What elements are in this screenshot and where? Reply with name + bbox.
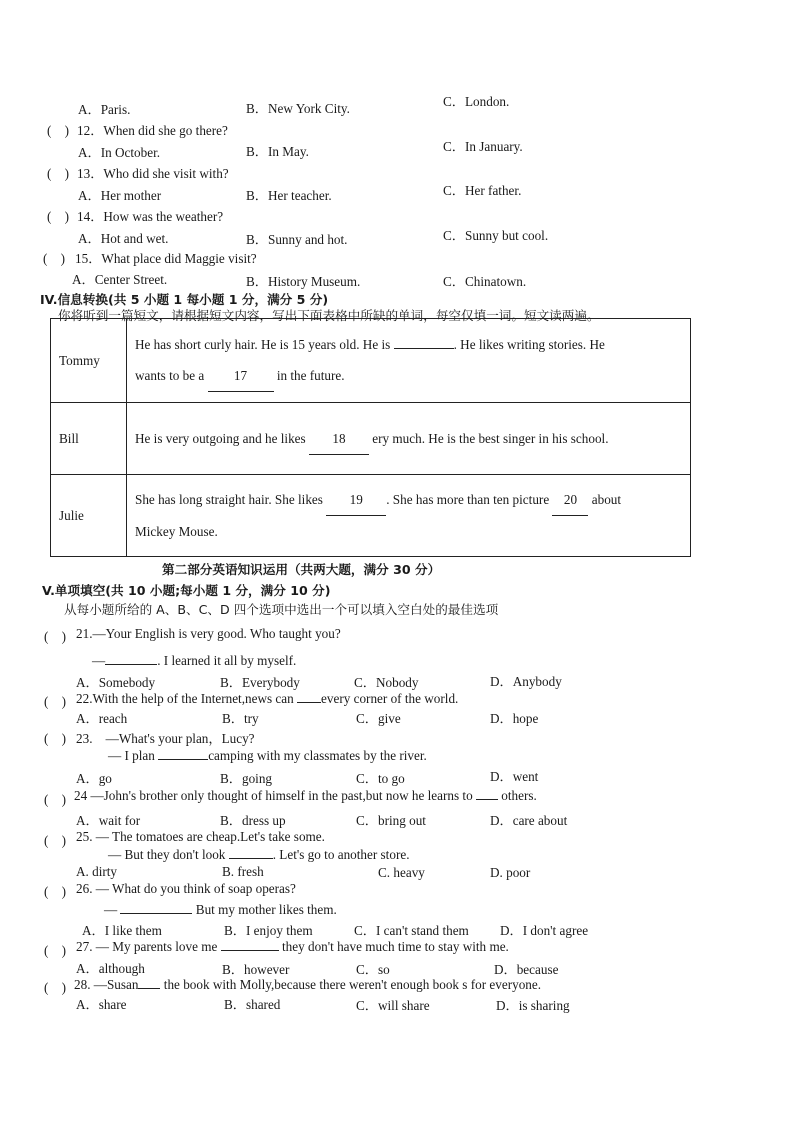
answer-paren[interactable]: ( ) — [44, 694, 66, 709]
blank[interactable] — [120, 913, 192, 914]
option-b: B．I enjoy them — [224, 923, 313, 938]
option-b: B．Everybody — [220, 675, 300, 690]
text: . He likes writing stories. He — [453, 337, 605, 352]
option-a: A．In October. — [78, 145, 161, 160]
text: ery much. He is the best singer in his school. — [372, 430, 609, 446]
answer-paren[interactable]: ( ) — [47, 209, 69, 224]
blank-16[interactable] — [394, 348, 454, 349]
option-b: B．shared — [224, 997, 281, 1012]
option-d: D. poor — [490, 865, 531, 880]
blank[interactable] — [221, 950, 279, 951]
option-d: D．went — [490, 769, 539, 784]
option-c: C．to go — [356, 771, 405, 786]
question-stem: 21.—Your English is very good. Who taught you? — [76, 626, 341, 641]
option-c: C．so — [356, 962, 390, 977]
answer-paren[interactable]: ( ) — [44, 833, 66, 848]
option-a: A．go — [76, 771, 112, 786]
option-b: B．try — [222, 711, 259, 726]
option-a: A．although — [76, 961, 145, 976]
option-c: C．bring out — [356, 813, 426, 828]
text: wants to be a — [135, 368, 205, 383]
option-c: C．Sunny but cool. — [443, 228, 549, 243]
option-a: A．Somebody — [76, 675, 156, 690]
question-stem — [74, 977, 541, 993]
question-stem: 12．When did she go there? — [77, 123, 228, 138]
blank-20[interactable]: 20 — [552, 484, 588, 516]
option-c: C．In January. — [443, 139, 523, 154]
blank[interactable] — [297, 702, 321, 703]
option-a: A．reach — [76, 711, 128, 726]
option-a: A．wait for — [76, 813, 141, 828]
question-stem — [76, 939, 509, 955]
blank[interactable] — [158, 759, 208, 760]
table-row — [51, 319, 691, 403]
text: they don't have much time to stay with me. — [281, 939, 509, 954]
part-2-title: 第二部分英语知识运用（共两大题，满分 30 分） — [162, 562, 441, 577]
text: He has short curly hair. He is 15 years old. He is — [135, 337, 391, 352]
blank-19[interactable]: 19 — [326, 484, 386, 516]
row-description — [127, 403, 691, 475]
reply — [92, 653, 296, 669]
option-a: A. dirty — [76, 864, 118, 879]
option-b: B．Sunny and hot. — [246, 232, 348, 247]
option-a: A．share — [76, 997, 127, 1012]
row-name: Julie — [51, 475, 127, 557]
table-row — [51, 475, 691, 557]
row-name: Tommy — [51, 319, 127, 403]
option-c: C．give — [356, 711, 401, 726]
option-a: A．Hot and wet. — [78, 231, 169, 246]
text: . Let's go to another store. — [272, 847, 410, 862]
blank[interactable] — [476, 799, 498, 800]
text: — I plan — [108, 748, 155, 763]
reply — [108, 847, 410, 863]
info-table — [50, 318, 691, 557]
question-stem: 25. — The tomatoes are cheap.Let's take some. — [76, 829, 325, 844]
text: 22.With the help of the Internet,news can — [76, 691, 294, 706]
row-description — [127, 319, 691, 403]
option-a: A．Center Street. — [72, 272, 168, 287]
option-d: D．hope — [490, 711, 539, 726]
option-d: D．Anybody — [490, 674, 562, 689]
text: — — [92, 653, 106, 668]
section-4-title: IV.信息转换(共 5 小题 1 每小题 1 分，满分 5 分) — [40, 292, 329, 307]
table-row — [51, 403, 691, 475]
answer-paren[interactable]: ( ) — [47, 123, 69, 138]
question-stem — [74, 788, 537, 804]
text: 28. —Susan — [74, 977, 139, 992]
answer-paren[interactable]: ( ) — [44, 884, 66, 899]
text: He is very outgoing and he likes — [135, 430, 306, 446]
option-b: B．however — [222, 962, 290, 977]
text: 24 —John's brother only thought of himself in the past,but now he learns to — [74, 788, 473, 803]
answer-paren[interactable]: ( ) — [44, 731, 66, 746]
answer-paren[interactable]: ( ) — [44, 792, 66, 807]
text: in the future. — [276, 368, 345, 383]
text: the book with Molly,because there weren't enough book s for everyone. — [163, 977, 542, 992]
text: But my mother likes them. — [195, 902, 337, 917]
row-name: Bill — [51, 403, 127, 475]
text: camping with my classmates by the river. — [208, 748, 427, 763]
text: others. — [501, 788, 537, 803]
text: every corner of the world. — [321, 691, 459, 706]
option-a: A．Paris. — [78, 102, 131, 117]
text: Mickey Mouse. — [135, 524, 218, 539]
option-b: B．New York City. — [246, 101, 350, 116]
answer-paren[interactable]: ( ) — [47, 166, 69, 181]
section-4-instruction: 你将听到一篇短文，请根据短文内容，写出下面表格中所缺的单词，每空仅填一词。短文读两遍。 — [58, 308, 600, 323]
option-a: A．I like them — [82, 923, 162, 938]
option-b: B．going — [220, 771, 273, 786]
question-stem: 14．How was the weather? — [77, 209, 224, 224]
option-d: D．I don't agree — [500, 923, 589, 938]
section-5-instruction: 从每小题所给的 A、B、C、D 四个选项中选出一个可以填入空白处的最佳选项 — [64, 602, 499, 617]
blank-17[interactable]: 17 — [208, 360, 274, 392]
option-b: B. fresh — [222, 864, 264, 879]
blank[interactable] — [138, 988, 160, 989]
answer-paren[interactable]: ( ) — [43, 251, 65, 266]
text: . She has more than ten picture — [386, 492, 550, 507]
option-b: B．In May. — [246, 144, 309, 159]
option-a: A．Her mother — [78, 188, 162, 203]
option-c: C．Nobody — [354, 675, 419, 690]
question-stem: 26. — What do you think of soap operas? — [76, 881, 296, 896]
question-stem — [76, 691, 458, 707]
option-b: B．History Museum. — [246, 274, 361, 289]
text: about — [591, 492, 622, 507]
option-c: C．London. — [443, 94, 510, 109]
option-c: C．I can't stand them — [354, 923, 469, 938]
option-b: B．dress up — [220, 813, 286, 828]
answer-paren[interactable]: ( ) — [44, 980, 66, 995]
option-d: D．is sharing — [496, 998, 570, 1013]
reply — [108, 748, 427, 764]
question-stem: 23. —What's your plan，Lucy? — [76, 731, 255, 746]
question-stem: 15．What place did Maggie visit? — [75, 251, 257, 266]
answer-paren[interactable]: ( ) — [44, 629, 66, 644]
option-c: C. heavy — [378, 865, 425, 880]
option-b: B．Her teacher. — [246, 188, 332, 203]
option-d: D．because — [494, 962, 559, 977]
option-d: D．care about — [490, 813, 568, 828]
row-description — [127, 475, 691, 557]
option-c: C．Her father. — [443, 183, 522, 198]
blank-18[interactable]: 18 — [309, 423, 369, 455]
text: — But they don't look — [108, 847, 226, 862]
option-c: C．will share — [356, 998, 430, 1013]
answer-paren[interactable]: ( ) — [44, 943, 66, 958]
text: . I learned it all by myself. — [157, 653, 297, 668]
question-stem: 13．Who did she visit with? — [77, 166, 229, 181]
option-c: C．Chinatown. — [443, 274, 527, 289]
text: — — [104, 902, 118, 917]
text: She has long straight hair. She likes — [135, 492, 323, 507]
blank[interactable] — [105, 664, 157, 665]
section-5-title: V.单项填空(共 10 小题;每小题 1 分，满分 10 分) — [42, 583, 331, 598]
text: 27. — My parents love me — [76, 939, 218, 954]
blank[interactable] — [229, 858, 273, 859]
reply — [104, 902, 337, 918]
